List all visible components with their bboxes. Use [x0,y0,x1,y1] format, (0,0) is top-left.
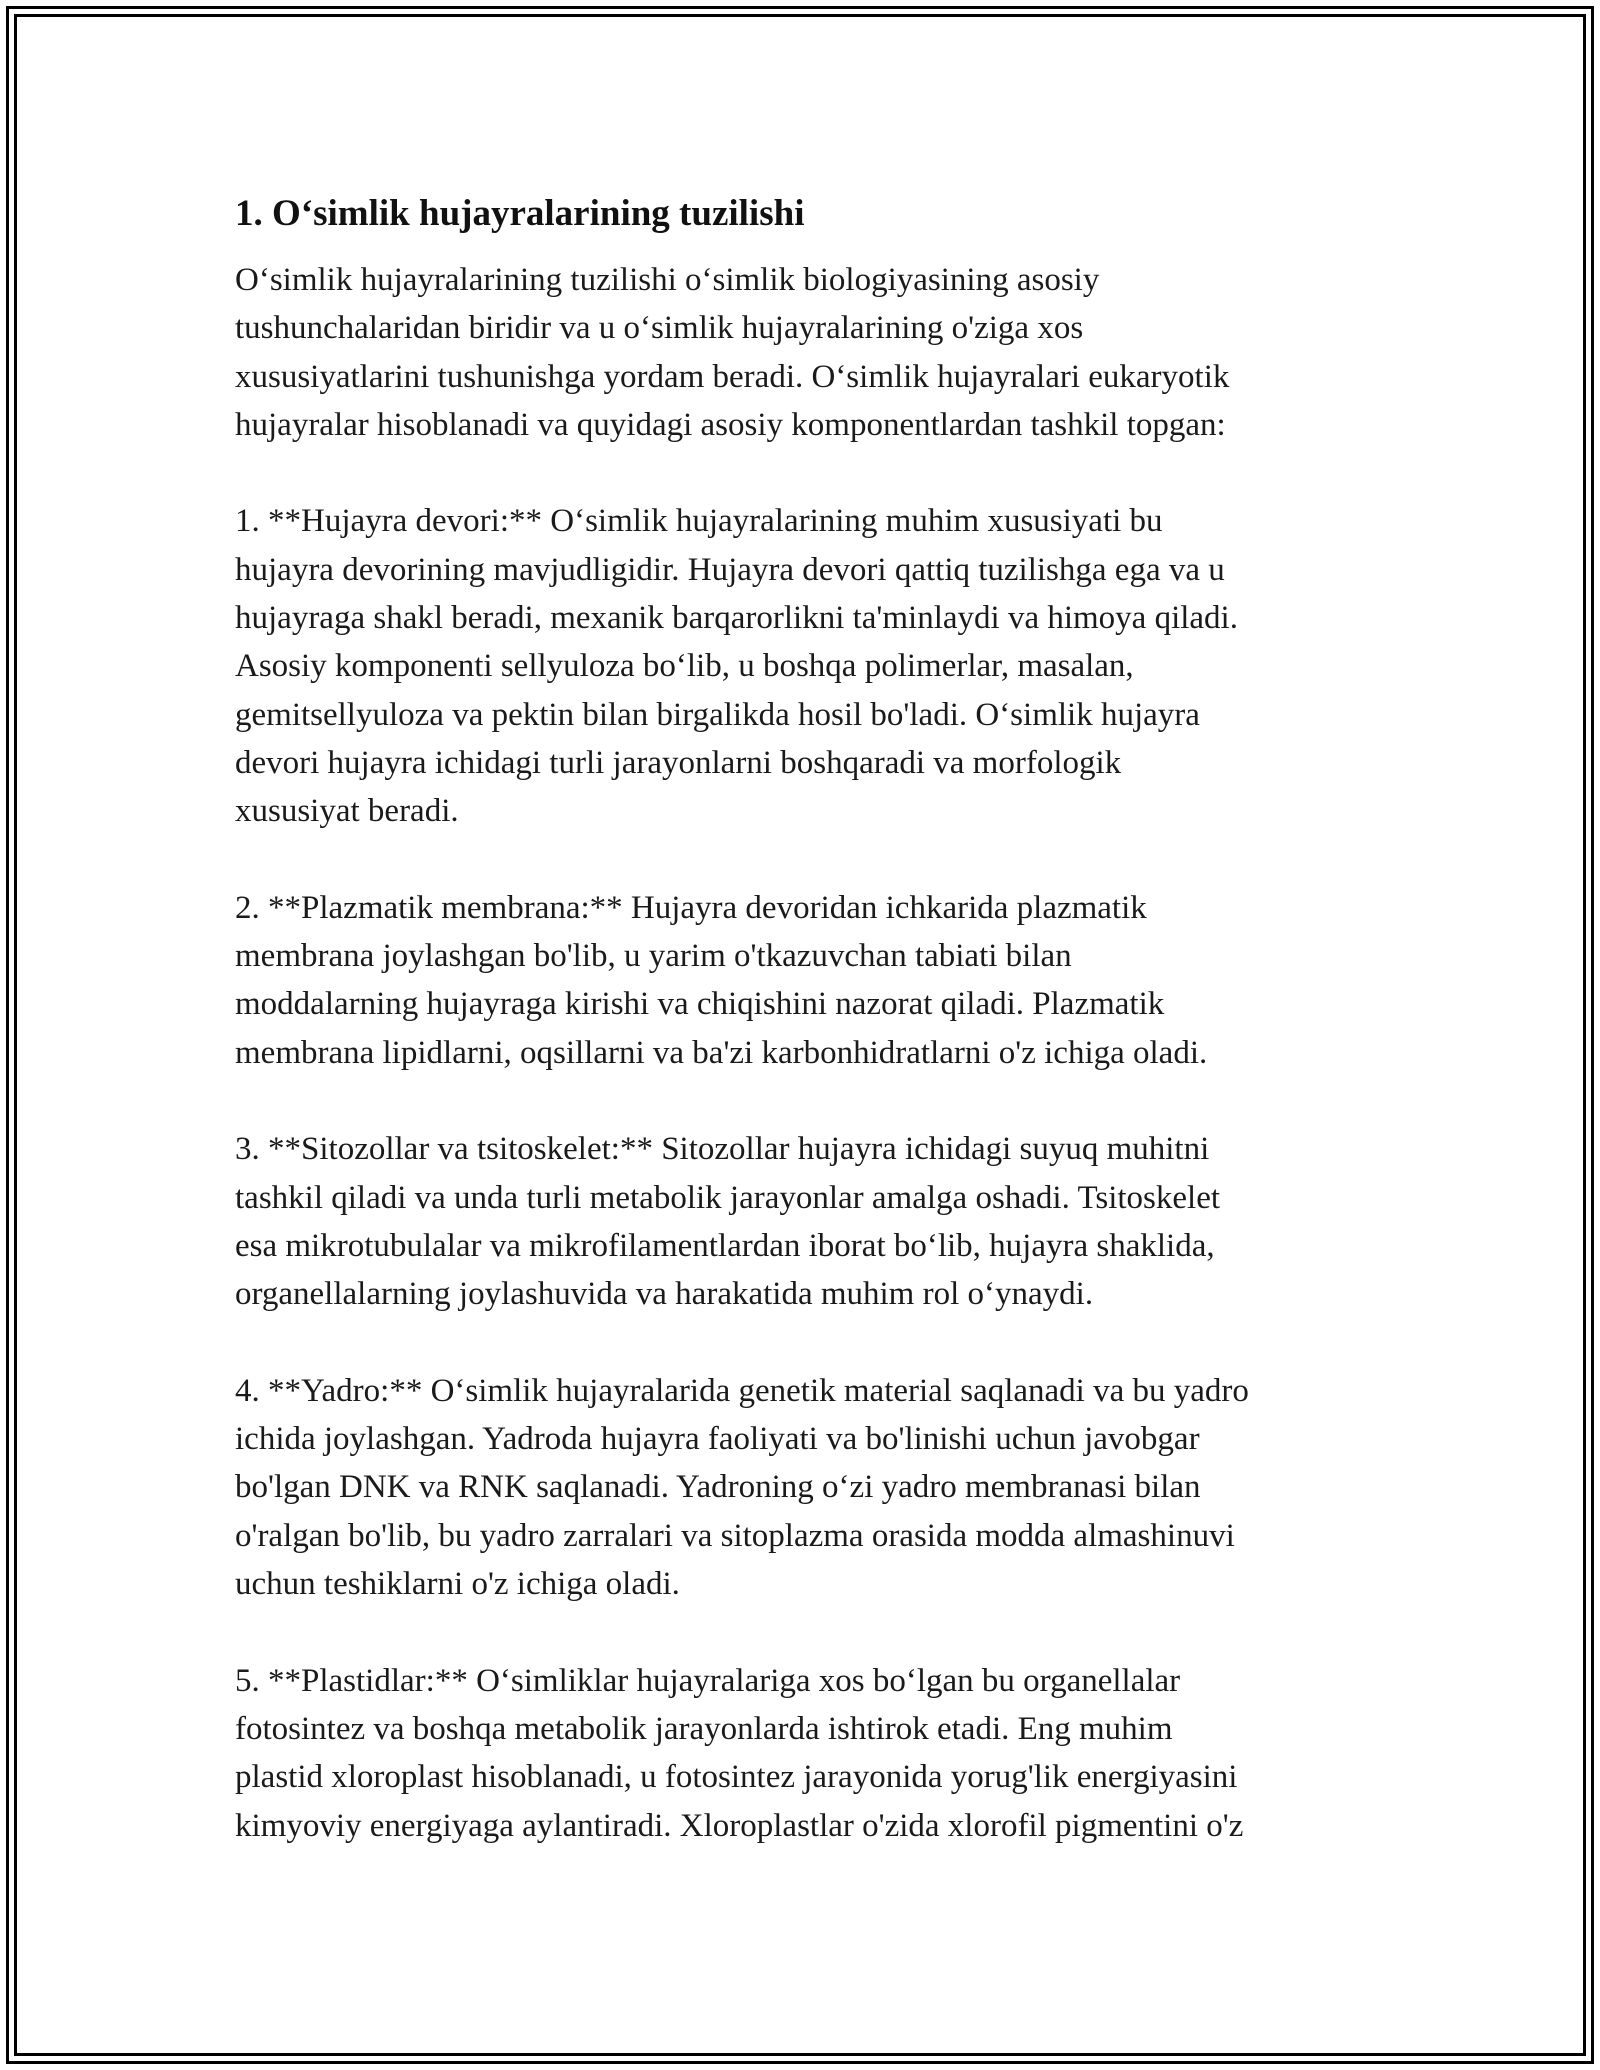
text-line: O‘simlik hujayralarining tuzilishi o‘simlik biologiyasining asosiy [235,262,1100,298]
text-line: membrana lipidlarni, oqsillarni va ba'zi karbonhidratlarni o'z ichiga oladi. [235,1034,1208,1071]
intro-paragraph [235,256,1385,449]
text-line: o'ralgan bo'lib, bu yadro zarralari va sitoplazma orasida modda almashinuvi [235,1517,1235,1554]
text-line: esa mikrotubulalar va mikrofilamentlardan iborat bo‘lib, hujayra shaklida, [235,1227,1215,1264]
text-line: 3. **Sitozollar va tsitoskelet:** Sitozollar hujayra ichidagi suyuq muhitni [235,1131,1210,1168]
text-line: Asosiy komponenti sellyuloza bo‘lib, u boshqa polimerlar, masalan, [235,648,1134,685]
cytosol-paragraph [235,1125,1385,1318]
page-title: 1. O‘simlik hujayralarining tuzilishi [235,193,805,234]
document-body [235,186,1385,1898]
text-line: moddalarning hujayraga kirishi va chiqishini nazorat qiladi. Plazmatik [235,986,1165,1023]
text-line: devori hujayra ichidagi turli jarayonlarni boshqaradi va morfologik [235,744,1122,781]
text-line: xususiyatlarini tushunishga yordam beradi. O‘simlik hujayralari eukaryotik [235,358,1230,395]
text-line: tashkil qiladi va unda turli metabolik jarayonlar amalga oshadi. Tsitoskelet [235,1179,1221,1216]
text-line: hujayra devorining mavjudligidir. Hujayra devori qattiq tuzilishga ega va u [235,551,1225,588]
text-line: kimyoviy energiyaga aylantiradi. Xloroplastlar o'zida xlorofil pigmentini o'z [235,1807,1244,1844]
text-line: xususiyat beradi. [235,793,459,830]
text-line: ichida joylashgan. Yadroda hujayra faoliyati va bo'linishi uchun javobgar [235,1421,1200,1458]
text-line: 4. **Yadro:** O‘simlik hujayralarida genetik material saqlanadi va bu yadro [235,1372,1249,1409]
cell-wall-paragraph [235,497,1385,835]
text-line: fotosintez va boshqa metabolik jarayonlarda ishtirok etadi. Eng muhim [235,1710,1173,1747]
text-line: 2. **Plazmatik membrana:** Hujayra devoridan ichkarida plazmatik [235,889,1147,926]
text-line: bo'lgan DNK va RNK saqlanadi. Yadroning o‘zi yadro membranasi bilan [235,1469,1201,1506]
text-line: uchun teshiklarni o'z ichiga oladi. [235,1566,680,1603]
text-line: organellalarning joylashuvida va harakatida muhim rol o‘ynaydi. [235,1276,1094,1313]
text-line: hujayralar hisoblanadi va quyidagi asosiy komponentlardan tashkil topgan: [235,406,1226,443]
plasma-membrane-paragraph [235,884,1385,1077]
text-line: 1. **Hujayra devori:** O‘simlik hujayralarining muhim xususiyati bu [235,503,1163,540]
nucleus-paragraph [235,1367,1385,1608]
text-line: hujayraga shakl beradi, mexanik barqarorlikni ta'minlaydi va himoya qiladi. [235,600,1238,637]
text-line: gemitsellyuloza va pektin bilan birgalikda hosil bo'ladi. O‘simlik hujayra [235,696,1200,733]
text-line: plastid xloroplast hisoblanadi, u fotosintez jarayonida yorug'lik energiyasini [235,1759,1238,1796]
text-line: tushunchalaridan biridir va u o‘simlik hujayralarining o'ziga xos [235,310,1084,347]
text-line: membrana joylashgan bo'lib, u yarim o'tkazuvchan tabiati bilan [235,938,1072,975]
text-line: 5. **Plastidlar:** O‘simliklar hujayralariga xos bo‘lgan bu organellalar [235,1662,1181,1699]
plastids-paragraph [235,1657,1385,1850]
